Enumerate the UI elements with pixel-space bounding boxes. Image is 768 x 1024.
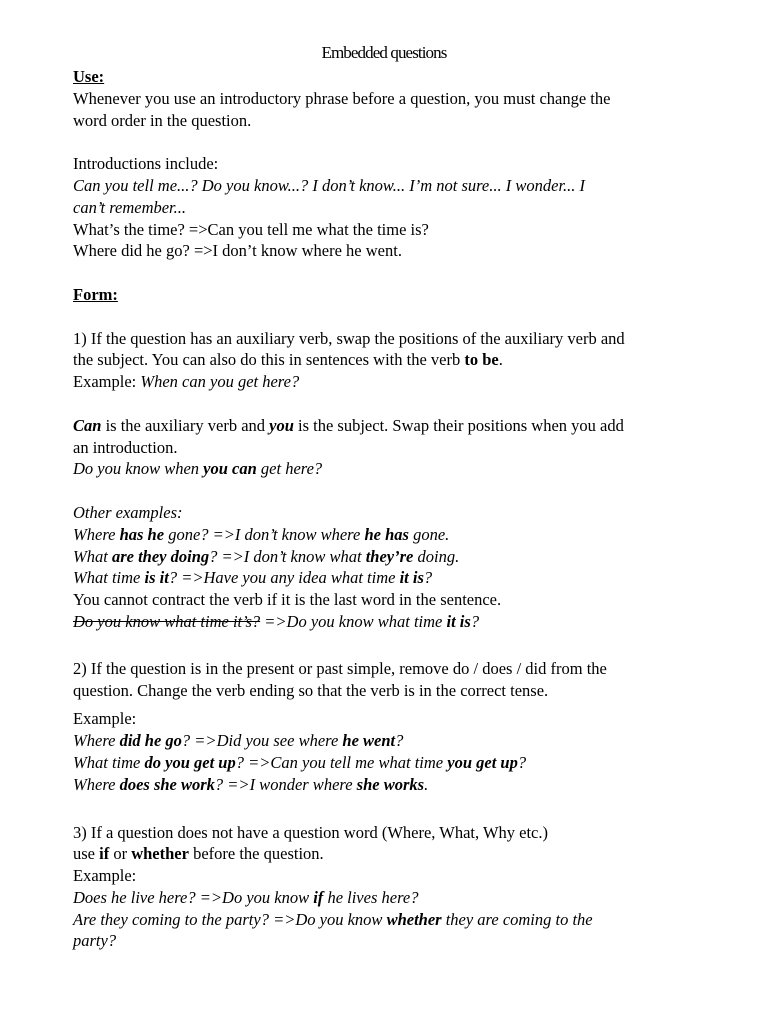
rule-2-line-2: question. Change the verb ending so that the verb is in the correct tense.: [73, 680, 549, 700]
contraction-example: Do you know what time it’s? =>Do you know what time it is?: [73, 611, 480, 631]
use-paragraph-line-2: word order in the question.: [73, 110, 252, 130]
introductions-label: Introductions include:: [73, 154, 219, 174]
other-examples-label: Other examples:: [73, 502, 183, 522]
incorrect-example: Do you know what time it’s?: [73, 611, 261, 631]
rule-3-example-2: Are they coming to the party? =>Do you know whether they are coming to the: [73, 909, 593, 929]
other-example-3: What time is it? =>Have you any idea what time it is?: [73, 568, 433, 588]
rule-2-example-2: What time do you get up? =>Can you tell me what time you get up?: [73, 752, 527, 772]
other-example-2: What are they doing? =>I don’t know what they’re doing.: [73, 546, 460, 566]
contraction-note: You cannot contract the verb if it is the last word in the sentence.: [73, 590, 502, 610]
document-body: [73, 66, 703, 952]
rule-1-example: Example: When can you get here?: [73, 372, 300, 392]
use-example-2: Where did he go? =>I don’t know where he went.: [73, 241, 402, 261]
document-title: Embedded questions: [321, 43, 447, 62]
rule-2-example-3: Where does she work? =>I wonder where she works.: [73, 774, 429, 794]
other-example-1: Where has he gone? =>I don’t know where he has gone.: [73, 524, 450, 544]
form-heading: Form:: [73, 284, 118, 304]
introductions-list-line-1: Can you tell me...? Do you know...? I don’t know... I’m not sure... I wonder... I: [73, 175, 586, 195]
use-paragraph-line-1: Whenever you use an introductory phrase before a question, you must change the: [73, 88, 611, 108]
rule-3-example-2-continued: party?: [73, 931, 117, 951]
use-example-1: What’s the time? =>Can you tell me what the time is?: [73, 219, 429, 239]
use-heading: Use:: [73, 67, 105, 86]
rule-2-line-1: 2) If the question is in the present or past simple, remove do / does / did from the: [73, 658, 607, 678]
rule-3-example-1: Does he live here? =>Do you know if he lives here?: [73, 887, 419, 907]
rule-2-example-1: Where did he go? =>Did you see where he went?: [73, 731, 404, 751]
rule-1-explanation-line-2: an introduction.: [73, 437, 178, 457]
rule-3-example-label: Example:: [73, 866, 137, 886]
rule-1-demo-sentence: Do you know when you can get here?: [73, 459, 323, 479]
rule-1-line-1: 1) If the question has an auxiliary verb, swap the positions of the auxiliary verb and: [73, 328, 625, 348]
rule-1-line-2: the subject. You can also do this in sentences with the verb to be.: [73, 350, 503, 370]
introductions-list-line-2: can’t remember...: [73, 197, 187, 217]
rule-3-line-1: 3) If a question does not have a question word (Where, What, Why etc.): [73, 822, 548, 842]
rule-2-example-label: Example:: [73, 709, 137, 729]
rule-1-explanation-line-1: Can is the auxiliary verb and you is the subject. Swap their positions when you add: [73, 415, 624, 435]
rule-3-line-2: use if or whether before the question.: [73, 844, 324, 864]
